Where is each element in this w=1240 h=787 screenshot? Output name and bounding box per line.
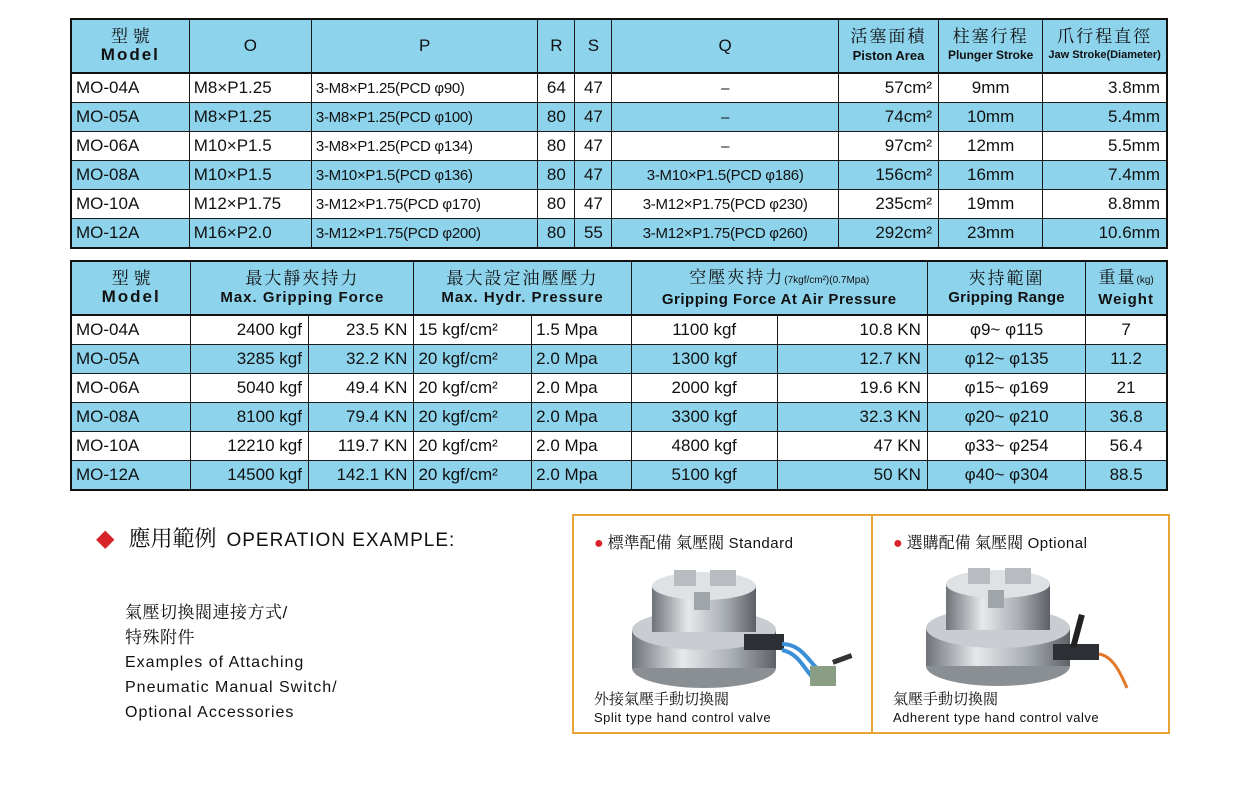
- cell-q: 3-M10×P1.5(PCD φ186): [612, 161, 838, 190]
- cell-max-force-kgf: 12210 kgf: [191, 432, 309, 461]
- cell-jaw-stroke: 7.4mm: [1043, 161, 1167, 190]
- cell-gripping-range: φ20~ φ210: [927, 403, 1085, 432]
- cell-air-force-kn: 50 KN: [777, 461, 927, 491]
- cell-jaw-stroke: 10.6mm: [1043, 219, 1167, 249]
- cell-model: MO-06A: [71, 132, 189, 161]
- cell-pressure-mpa: 2.0 Mpa: [532, 374, 631, 403]
- table-row: [71, 132, 1167, 161]
- cell-pressure-mpa: 2.0 Mpa: [532, 432, 631, 461]
- header-grip-en: Max. Gripping Force: [220, 289, 385, 306]
- cell-p: 3-M12×P1.75(PCD φ170): [311, 190, 537, 219]
- cell-max-force-kgf: 3285 kgf: [191, 345, 309, 374]
- cell-pressure-mpa: 2.0 Mpa: [532, 403, 631, 432]
- cell-p: 3-M10×P1.5(PCD φ136): [311, 161, 537, 190]
- cell-air-force-kgf: 1100 kgf: [631, 315, 777, 345]
- cell-model: MO-06A: [71, 374, 191, 403]
- cell-weight: 88.5: [1086, 461, 1167, 491]
- cell-pressure-kgf: 15 kgf/cm²: [414, 315, 532, 345]
- standard-heading: [594, 530, 793, 553]
- cell-max-force-kn: 119.7 KN: [308, 432, 414, 461]
- header-piston-en: Piston Area: [852, 48, 925, 63]
- desc-en-line2: Pneumatic Manual Switch/: [125, 679, 338, 696]
- cell-o: M8×P1.25: [189, 73, 311, 103]
- cell-r: 64: [538, 73, 575, 103]
- cell-p: 3-M8×P1.25(PCD φ90): [311, 73, 537, 103]
- table-row: [71, 432, 1167, 461]
- cell-o: M16×P2.0: [189, 219, 311, 249]
- cell-r: 80: [538, 132, 575, 161]
- cell-plunger-stroke: 12mm: [939, 132, 1043, 161]
- header-hydr-en: Max. Hydr. Pressure: [441, 289, 604, 306]
- cell-pressure-kgf: 20 kgf/cm²: [414, 432, 532, 461]
- cell-o: M8×P1.25: [189, 103, 311, 132]
- cell-model: MO-10A: [71, 432, 191, 461]
- cell-s: 47: [575, 73, 612, 103]
- cell-plunger-stroke: 19mm: [939, 190, 1043, 219]
- header-weight-en: Weight: [1098, 290, 1154, 308]
- cell-model: MO-05A: [71, 345, 191, 374]
- cell-pressure-kgf: 20 kgf/cm²: [414, 403, 532, 432]
- header-jaw-en: Jaw Stroke(Diameter): [1048, 49, 1161, 61]
- optional-heading-en: Optional: [1027, 535, 1088, 552]
- table-row: [71, 374, 1167, 403]
- cell-air-force-kgf: 5100 kgf: [631, 461, 777, 491]
- cell-model: MO-04A: [71, 315, 191, 345]
- table-row: [71, 403, 1167, 432]
- cell-gripping-range: φ15~ φ169: [927, 374, 1085, 403]
- cell-gripping-range: φ33~ φ254: [927, 432, 1085, 461]
- cell-o: M12×P1.75: [189, 190, 311, 219]
- accessory-panel: [572, 514, 1170, 734]
- cell-plunger-stroke: 16mm: [939, 161, 1043, 190]
- chuck-with-adherent-valve-image: [913, 556, 1153, 691]
- cell-pressure-mpa: 1.5 Mpa: [532, 315, 631, 345]
- header-weight-unit: (kg): [1136, 274, 1154, 286]
- cell-o: M10×P1.5: [189, 161, 311, 190]
- header-range-en: Gripping Range: [948, 289, 1065, 306]
- header-range-zh: 夾持範圍: [968, 269, 1045, 288]
- table-row: [71, 190, 1167, 219]
- cell-air-force-kgf: 1300 kgf: [631, 345, 777, 374]
- cell-air-force-kn: 19.6 KN: [777, 374, 927, 403]
- cell-o: M10×P1.5: [189, 132, 311, 161]
- cell-gripping-range: φ40~ φ304: [927, 461, 1085, 491]
- header-piston-area: [838, 19, 938, 73]
- operation-example-description: [125, 600, 338, 725]
- cell-weight: 36.8: [1086, 403, 1167, 432]
- table-header-row: [71, 261, 1167, 315]
- header-o: O: [189, 19, 311, 73]
- cell-piston-area: 57cm²: [838, 73, 938, 103]
- cell-gripping-range: φ12~ φ135: [927, 345, 1085, 374]
- cell-q: –: [612, 132, 838, 161]
- desc-zh-line2: 特殊附件: [125, 628, 195, 647]
- cell-model: MO-04A: [71, 73, 189, 103]
- cell-plunger-stroke: 23mm: [939, 219, 1043, 249]
- optional-heading-zh: 選購配備 氣壓閥: [906, 535, 1024, 552]
- cell-s: 47: [575, 103, 612, 132]
- header-model: [71, 261, 191, 315]
- header-s: S: [575, 19, 612, 73]
- header-plunger-stroke: [939, 19, 1043, 73]
- cell-p: 3-M12×P1.75(PCD φ200): [311, 219, 537, 249]
- cell-jaw-stroke: 3.8mm: [1043, 73, 1167, 103]
- header-model-en: Model: [100, 45, 160, 64]
- desc-en-line1: Examples of Attaching: [125, 654, 305, 671]
- example-title-zh: 應用範例: [128, 526, 217, 551]
- cell-weight: 11.2: [1086, 345, 1167, 374]
- header-air-note: (7kgf/cm²)(0.7Mpa): [784, 274, 870, 286]
- header-q: Q: [612, 19, 838, 73]
- header-hydr-zh: 最大設定油壓壓力: [446, 269, 599, 288]
- cell-max-force-kn: 142.1 KN: [308, 461, 414, 491]
- header-model-zh: 型 號: [110, 27, 150, 46]
- header-model: [71, 19, 189, 73]
- cell-q: –: [612, 73, 838, 103]
- optional-caption-zh: 氣壓手動切換閥: [893, 691, 999, 708]
- cell-p: 3-M8×P1.25(PCD φ100): [311, 103, 537, 132]
- optional-caption-en: Adherent type hand control valve: [893, 710, 1100, 725]
- cell-model: MO-05A: [71, 103, 189, 132]
- table-row: [71, 103, 1167, 132]
- cell-pressure-kgf: 20 kgf/cm²: [414, 461, 532, 491]
- spec-table-forces: [70, 260, 1168, 491]
- cell-s: 47: [575, 132, 612, 161]
- cell-pressure-kgf: 20 kgf/cm²: [414, 345, 532, 374]
- cell-model: MO-12A: [71, 219, 189, 249]
- cell-max-force-kn: 49.4 KN: [308, 374, 414, 403]
- cell-piston-area: 292cm²: [838, 219, 938, 249]
- header-plunger-en: Plunger Stroke: [947, 48, 1034, 62]
- standard-heading-zh: 標準配備 氣壓閥: [607, 535, 725, 552]
- cell-gripping-range: φ9~ φ115: [927, 315, 1085, 345]
- cell-piston-area: 235cm²: [838, 190, 938, 219]
- operation-example-title: [96, 522, 455, 553]
- header-weight-zh: 重量: [1098, 267, 1137, 287]
- cell-r: 80: [538, 161, 575, 190]
- cell-max-force-kn: 79.4 KN: [308, 403, 414, 432]
- cell-air-force-kn: 47 KN: [777, 432, 927, 461]
- cell-jaw-stroke: 8.8mm: [1043, 190, 1167, 219]
- cell-air-force-kn: 32.3 KN: [777, 403, 927, 432]
- cell-plunger-stroke: 10mm: [939, 103, 1043, 132]
- cell-r: 80: [538, 219, 575, 249]
- header-r: R: [538, 19, 575, 73]
- panel-optional: [873, 516, 1170, 732]
- header-piston-zh: 活塞面積: [850, 27, 927, 46]
- cell-air-force-kgf: 2000 kgf: [631, 374, 777, 403]
- header-max-gripping-force: [191, 261, 414, 315]
- cell-weight: 7: [1086, 315, 1167, 345]
- header-plunger-zh: 柱塞行程: [952, 27, 1029, 46]
- red-diamond-icon: ◆: [96, 525, 115, 552]
- cell-weight: 21: [1086, 374, 1167, 403]
- cell-r: 80: [538, 103, 575, 132]
- chuck-with-split-valve-image: [614, 556, 854, 691]
- cell-plunger-stroke: 9mm: [939, 73, 1043, 103]
- cell-air-force-kn: 10.8 KN: [777, 315, 927, 345]
- cell-p: 3-M8×P1.25(PCD φ134): [311, 132, 537, 161]
- cell-max-force-kgf: 5040 kgf: [191, 374, 309, 403]
- header-p: P: [311, 19, 537, 73]
- desc-en-line3: Optional Accessories: [125, 704, 295, 721]
- header-air-gripping-force: [631, 261, 927, 315]
- cell-max-force-kgf: 14500 kgf: [191, 461, 309, 491]
- cell-piston-area: 156cm²: [838, 161, 938, 190]
- desc-zh-line1: 氣壓切換閥連接方式/: [125, 603, 288, 622]
- header-max-hydr-pressure: [414, 261, 631, 315]
- cell-s: 47: [575, 161, 612, 190]
- table-row: [71, 219, 1167, 249]
- header-gripping-range: [927, 261, 1085, 315]
- cell-model: MO-10A: [71, 190, 189, 219]
- standard-heading-en: Standard: [728, 535, 794, 552]
- cell-pressure-mpa: 2.0 Mpa: [532, 345, 631, 374]
- cell-piston-area: 74cm²: [838, 103, 938, 132]
- standard-caption-zh: 外接氣壓手動切換閥: [594, 691, 730, 708]
- cell-model: MO-08A: [71, 161, 189, 190]
- cell-pressure-kgf: 20 kgf/cm²: [414, 374, 532, 403]
- cell-jaw-stroke: 5.5mm: [1043, 132, 1167, 161]
- header-air-zh: 空壓夾持力: [689, 267, 785, 287]
- cell-s: 47: [575, 190, 612, 219]
- standard-caption-en: Split type hand control valve: [594, 710, 772, 725]
- cell-piston-area: 97cm²: [838, 132, 938, 161]
- cell-q: 3-M12×P1.75(PCD φ230): [612, 190, 838, 219]
- red-bullet-icon: ●: [893, 535, 903, 552]
- table-row: [71, 345, 1167, 374]
- cell-s: 55: [575, 219, 612, 249]
- table-row: [71, 315, 1167, 345]
- cell-weight: 56.4: [1086, 432, 1167, 461]
- cell-air-force-kgf: 4800 kgf: [631, 432, 777, 461]
- cell-q: 3-M12×P1.75(PCD φ260): [612, 219, 838, 249]
- header-model-zh: 型 號: [111, 269, 151, 288]
- cell-max-force-kn: 23.5 KN: [308, 315, 414, 345]
- table-row: [71, 73, 1167, 103]
- red-bullet-icon: ●: [594, 535, 604, 552]
- panel-standard: [574, 516, 871, 732]
- table-header-row: [71, 19, 1167, 73]
- cell-air-force-kn: 12.7 KN: [777, 345, 927, 374]
- cell-max-force-kgf: 2400 kgf: [191, 315, 309, 345]
- header-grip-zh: 最大靜夾持力: [245, 269, 360, 288]
- cell-r: 80: [538, 190, 575, 219]
- table-row: [71, 461, 1167, 491]
- spec-table-dimensions: [70, 18, 1168, 249]
- cell-q: –: [612, 103, 838, 132]
- header-air-en: Gripping Force At Air Pressure: [661, 290, 897, 308]
- header-model-en: Model: [101, 287, 161, 306]
- cell-model: MO-08A: [71, 403, 191, 432]
- cell-jaw-stroke: 5.4mm: [1043, 103, 1167, 132]
- cell-model: MO-12A: [71, 461, 191, 491]
- header-jaw-zh: 爪行程直徑: [1057, 27, 1153, 46]
- optional-heading: [893, 530, 1087, 553]
- cell-max-force-kgf: 8100 kgf: [191, 403, 309, 432]
- table-row: [71, 161, 1167, 190]
- header-weight: [1086, 261, 1167, 315]
- header-jaw-stroke: [1043, 19, 1167, 73]
- cell-max-force-kn: 32.2 KN: [308, 345, 414, 374]
- cell-pressure-mpa: 2.0 Mpa: [532, 461, 631, 491]
- cell-air-force-kgf: 3300 kgf: [631, 403, 777, 432]
- example-title-en: OPERATION EXAMPLE:: [226, 530, 456, 551]
